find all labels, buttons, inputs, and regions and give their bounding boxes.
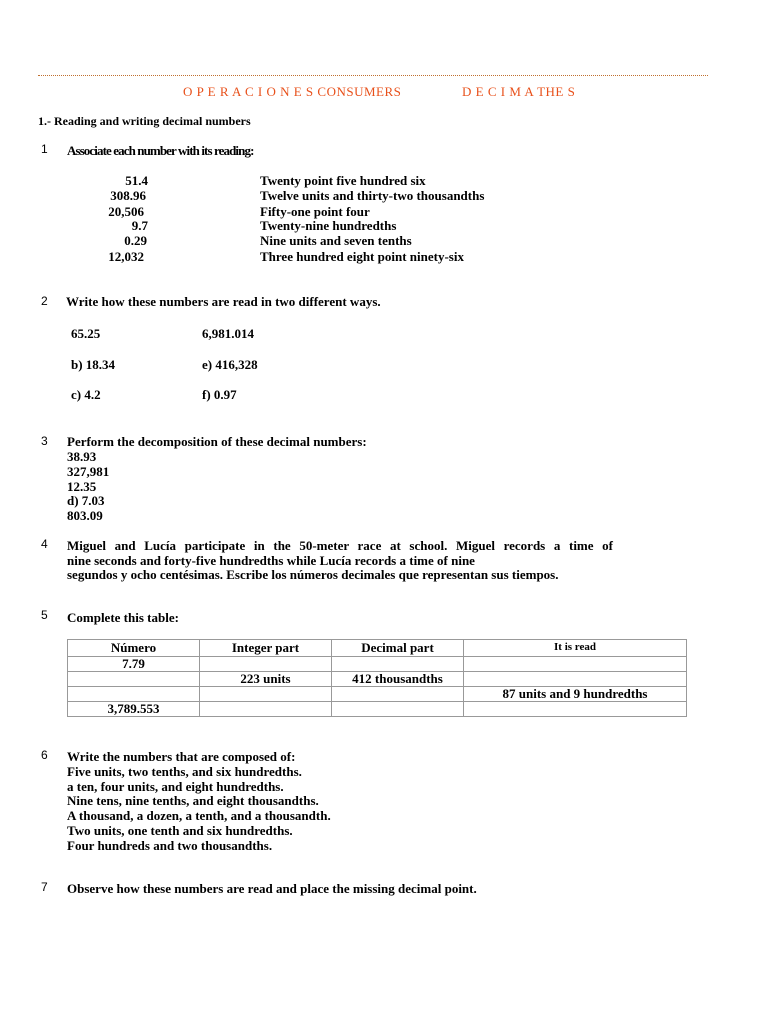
table-header-cell: Integer part	[200, 640, 332, 657]
number-item: 0.29	[124, 233, 147, 248]
question-prompt: Observe how these numbers are read and place the missing decimal point.	[67, 881, 477, 896]
reading-item: Twelve units and thirty-two thousandths	[260, 188, 485, 203]
header-title-left: O P E R A C I O N E S CONSUMERS	[183, 84, 402, 99]
table-cell[interactable]	[68, 672, 200, 687]
paragraph-line: Miguel and Lucía participate in the 50-meter race at school. Miguel records a time of	[67, 538, 613, 553]
list-item: A thousand, a dozen, a tenth, and a thousandth.	[67, 808, 331, 823]
header-dotted-rule	[38, 75, 708, 76]
number-item: e) 416,328	[202, 357, 258, 372]
table-header-row	[68, 640, 687, 657]
table-cell[interactable]	[200, 702, 332, 717]
number-item: f) 0.97	[202, 387, 237, 402]
list-item: Five units, two tenths, and six hundredths.	[67, 764, 302, 779]
table-header-cell: Número	[68, 640, 200, 657]
table-row	[68, 657, 687, 672]
number-item: 6,981.014	[202, 326, 254, 341]
reading-item: Twenty-nine hundredths	[260, 218, 397, 233]
table-cell[interactable]: 7.79	[68, 657, 200, 672]
question-number: 2	[41, 294, 48, 308]
table-cell[interactable]	[464, 702, 687, 717]
number-item: 327,981	[67, 464, 110, 479]
number-item: 65.25	[71, 326, 101, 341]
table-header-cell: Decimal part	[332, 640, 464, 657]
number-item: 12,032	[108, 249, 144, 264]
table-row	[68, 702, 687, 717]
question-number: 6	[41, 748, 48, 762]
table-cell[interactable]	[464, 672, 687, 687]
question-number: 1	[41, 142, 48, 156]
question-number: 3	[41, 434, 48, 448]
table-cell[interactable]	[332, 687, 464, 702]
table-cell[interactable]	[464, 657, 687, 672]
table-header-cell: It is read	[464, 640, 687, 657]
table-cell[interactable]	[200, 687, 332, 702]
number-item: 308.96	[110, 188, 146, 203]
question-prompt: Perform the decomposition of these decimal numbers:	[67, 434, 367, 449]
table-cell[interactable]	[200, 657, 332, 672]
question-prompt: Complete this table:	[67, 610, 179, 625]
header-title-right: D E C I M A THE S	[462, 84, 576, 99]
question-number: 5	[41, 608, 48, 622]
list-item: Two units, one tenth and six hundredths.	[67, 823, 293, 838]
number-item: b) 18.34	[71, 357, 116, 372]
paragraph-line: segundos y ocho centésimas. Escribe los números decimales que representan sus tiempos.	[67, 567, 559, 582]
number-item: 20,506	[108, 204, 144, 219]
list-item: a ten, four units, and eight hundredths.	[67, 779, 284, 794]
table-row	[68, 672, 687, 687]
section-heading: 1.- Reading and writing decimal numbers	[38, 114, 251, 128]
table-cell[interactable]	[332, 702, 464, 717]
number-item: 51.4	[125, 173, 148, 188]
question-number: 4	[41, 537, 48, 551]
reading-item: Twenty point five hundred six	[260, 173, 426, 188]
list-item: Four hundreds and two thousandths.	[67, 838, 273, 853]
number-item: 38.93	[67, 449, 97, 464]
number-item: c) 4.2	[71, 387, 101, 402]
reading-item: Fifty-one point four	[260, 204, 370, 219]
number-item: d) 7.03	[67, 493, 105, 508]
number-item: 803.09	[67, 508, 103, 523]
table-cell[interactable]	[68, 687, 200, 702]
table-cell[interactable]: 3,789.553	[68, 702, 200, 717]
question-prompt: Associate each number with its reading:	[67, 143, 254, 158]
completion-table	[67, 639, 687, 717]
question-number: 7	[41, 880, 48, 894]
question-prompt: Write the numbers that are composed of:	[67, 749, 296, 764]
paragraph-line: nine seconds and forty-five hundredths while Lucía records a time of nine	[67, 553, 475, 568]
table-cell[interactable]: 223 units	[200, 672, 332, 687]
number-item: 12.35	[67, 479, 97, 494]
reading-item: Three hundred eight point ninety-six	[260, 249, 464, 264]
table-cell[interactable]: 412 thousandths	[332, 672, 464, 687]
list-item: Nine tens, nine tenths, and eight thousandths.	[67, 793, 319, 808]
table-row	[68, 687, 687, 702]
table-cell[interactable]	[332, 657, 464, 672]
number-item: 9.7	[131, 218, 148, 233]
question-prompt: Write how these numbers are read in two different ways.	[66, 294, 381, 309]
table-cell[interactable]: 87 units and 9 hundredths	[464, 687, 687, 702]
reading-item: Nine units and seven tenths	[260, 233, 412, 248]
